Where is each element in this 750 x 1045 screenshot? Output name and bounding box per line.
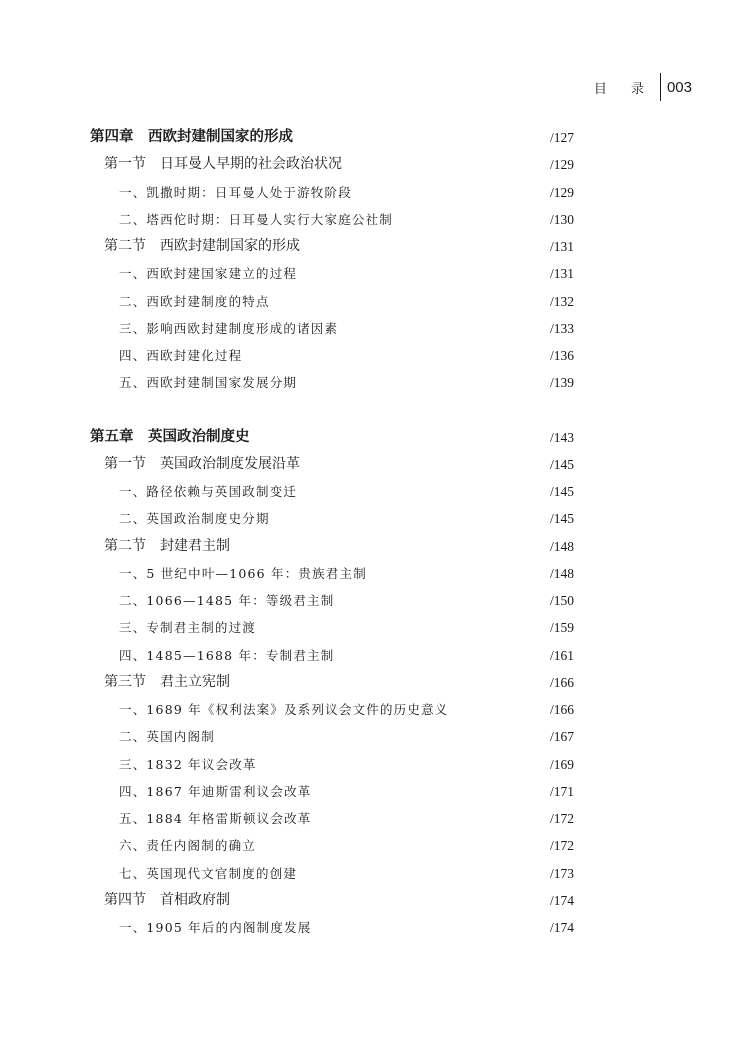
toc-page-number: /166: [549, 674, 574, 690]
toc-section-row[interactable]: [90, 669, 574, 696]
header-label: 目 录: [593, 81, 654, 97]
toc-item-row[interactable]: [90, 860, 574, 887]
toc-page-number: /148: [549, 565, 574, 581]
toc-page-number: /133: [549, 320, 574, 336]
toc-page-number: /131: [549, 239, 574, 254]
toc-section-row[interactable]: [90, 451, 574, 478]
toc-item-title: 二、西欧封建制度的特点: [119, 293, 270, 309]
toc-page-number: /148: [549, 538, 574, 554]
toc-page-number: /166: [549, 702, 574, 717]
toc-item-row[interactable]: [90, 614, 574, 641]
toc-item-row[interactable]: [90, 832, 574, 859]
toc-page-number: /171: [549, 783, 574, 799]
toc-item-title: 二、塔西佗时期：日耳曼人实行大家庭公社制: [119, 211, 394, 227]
toc-item-title: 四、1867 年迪斯雷利议会改革: [119, 783, 312, 799]
toc-item-title: 一、路径依赖与英国政制变迁: [119, 484, 298, 499]
toc-item-title: 一、1689 年《权利法案》及系列议会文件的历史意义: [119, 702, 449, 717]
toc-page-number: /129: [549, 184, 574, 200]
toc-section-row[interactable]: [90, 887, 574, 914]
toc-item-row[interactable]: [90, 342, 574, 369]
toc-item-title: 二、英国内阁制: [119, 729, 215, 745]
toc-section-row[interactable]: [90, 533, 574, 560]
toc-page-number: /174: [549, 892, 574, 908]
toc-item-row[interactable]: [90, 179, 574, 206]
toc-item-title: 五、1884 年格雷斯顿议会改革: [119, 811, 312, 826]
toc-item-title: 六、责任内阁制的确立: [119, 838, 257, 854]
toc-item-row[interactable]: [90, 914, 574, 941]
toc-page-number: /145: [549, 456, 574, 472]
toc-item-row[interactable]: [90, 260, 574, 287]
toc-item-title: 五、西欧封建制国家发展分期: [119, 375, 298, 391]
toc-page-number: /145: [549, 484, 574, 499]
toc-item-row[interactable]: [90, 315, 574, 342]
toc-page-number: /174: [549, 920, 574, 935]
toc-item-row[interactable]: [90, 642, 574, 669]
toc-item-row[interactable]: [90, 696, 574, 723]
toc-page-number: /159: [549, 620, 574, 636]
toc-chapter-title: 第四章 西欧封建制国家的形成: [90, 129, 293, 145]
toc-item-row[interactable]: [90, 478, 574, 505]
toc-page-number: /130: [549, 211, 574, 227]
toc-item-title: 三、专制君主制的过渡: [119, 620, 257, 636]
toc-page-number: /172: [549, 811, 574, 826]
toc-item-row[interactable]: [90, 206, 574, 233]
toc-item-row[interactable]: [90, 288, 574, 315]
toc-page-number: /145: [549, 511, 574, 527]
toc-page-number: /150: [549, 593, 574, 608]
toc-item-title: 一、5 世纪中叶—1066 年：贵族君主制: [119, 565, 367, 581]
toc-section-title: 第四节 首相政府制: [104, 891, 230, 908]
table-of-contents: [90, 124, 574, 941]
toc-page-number: /139: [549, 375, 574, 391]
toc-page-number: /132: [549, 293, 574, 309]
toc-item-row[interactable]: [90, 778, 574, 805]
page-number: 003: [666, 78, 692, 96]
toc-item-row[interactable]: [90, 560, 574, 587]
toc-item-title: 三、1832 年议会改革: [119, 756, 257, 772]
toc-page-number: /172: [549, 838, 574, 854]
toc-item-title: 二、英国政治制度史分期: [119, 511, 270, 527]
toc-item-row[interactable]: [90, 723, 574, 750]
toc-item-title: 七、英国现代文官制度的创建: [119, 865, 298, 881]
header-divider: [660, 73, 661, 101]
toc-item-title: 四、西欧封建化过程: [119, 348, 243, 363]
toc-item-title: 二、1066—1485 年：等级君主制: [119, 593, 335, 608]
toc-item-title: 四、1485—1688 年：专制君主制: [119, 647, 335, 663]
toc-item-row[interactable]: [90, 505, 574, 532]
toc-page-number: /136: [549, 348, 574, 363]
toc-item-row[interactable]: [90, 587, 574, 614]
toc-section-title: 第一节 日耳曼人早期的社会政治状况: [104, 156, 342, 173]
toc-section-row[interactable]: [90, 233, 574, 260]
toc-section-title: 第一节 英国政治制度发展沿革: [104, 455, 300, 472]
toc-section-title: 第三节 君主立宪制: [104, 673, 230, 690]
toc-item-title: 一、西欧封建国家建立的过程: [119, 266, 298, 282]
chapter-gap: [90, 397, 574, 424]
toc-section-title: 第二节 封建君主制: [104, 537, 230, 554]
toc-page-number: /167: [549, 729, 574, 745]
toc-item-row[interactable]: [90, 805, 574, 832]
toc-page-number: /161: [549, 647, 574, 663]
toc-chapter-row[interactable]: [90, 124, 574, 151]
running-header: [594, 76, 692, 98]
toc-chapter-title: 第五章 英国政治制度史: [90, 428, 250, 445]
toc-item-row[interactable]: [90, 369, 574, 396]
toc-section-row[interactable]: [90, 151, 574, 178]
toc-item-title: 三、影响西欧封建制度形成的诸因素: [119, 320, 339, 336]
toc-chapter-row[interactable]: [90, 424, 574, 451]
toc-page-number: /127: [549, 130, 574, 145]
toc-item-row[interactable]: [90, 751, 574, 778]
toc-item-title: 一、1905 年后的内阁制度发展: [119, 920, 312, 935]
toc-item-title: 一、凯撒时期：日耳曼人处于游牧阶段: [119, 184, 352, 200]
toc-page-number: /169: [549, 756, 574, 772]
toc-page-number: /131: [549, 266, 574, 282]
toc-page-number: /129: [549, 157, 574, 173]
toc-page-number: /173: [549, 865, 574, 881]
toc-page-number: /143: [549, 429, 574, 445]
toc-section-title: 第二节 西欧封建制国家的形成: [104, 238, 300, 254]
